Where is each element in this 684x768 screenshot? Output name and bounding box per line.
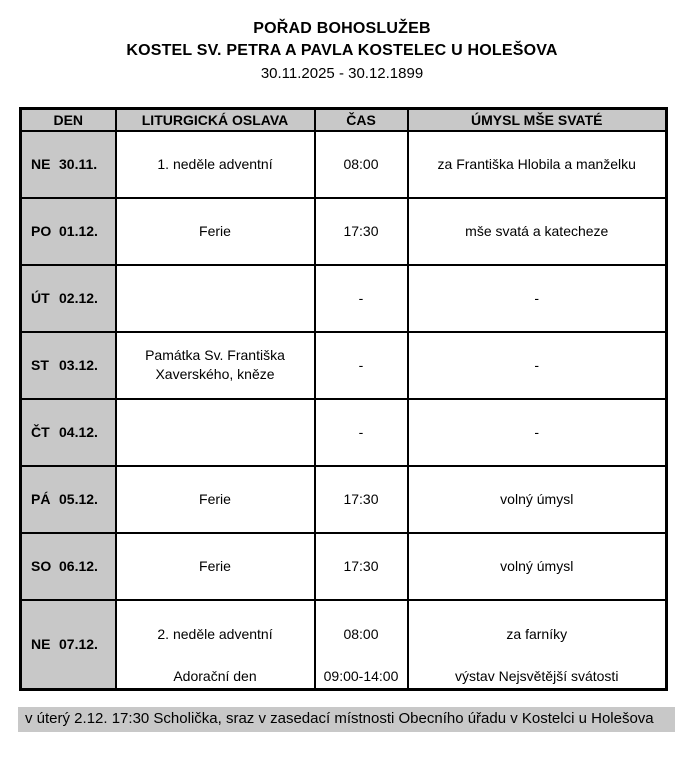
day-cell bbox=[21, 131, 116, 198]
intention-cell: - bbox=[408, 265, 667, 332]
table-head bbox=[21, 109, 667, 131]
day-cell bbox=[21, 332, 116, 399]
day-cell bbox=[21, 265, 116, 332]
day-cell bbox=[21, 399, 116, 466]
time-cell: 17:30 bbox=[315, 198, 408, 265]
intention-cell: - bbox=[408, 399, 667, 466]
intention-cell: volný úmysl bbox=[408, 533, 667, 600]
time-entry-1: 08:00 bbox=[343, 626, 379, 643]
table-header-row bbox=[21, 109, 667, 131]
intention-cell: volný úmysl bbox=[408, 466, 667, 533]
intention-cell: za Františka Hlobila a manželku bbox=[408, 131, 667, 198]
celebration-cell: Ferie bbox=[116, 198, 315, 265]
day-abbreviation: ČT bbox=[31, 424, 50, 440]
intention-cell: mše svatá a katecheze bbox=[408, 198, 667, 265]
table-row-ne-30-11 bbox=[21, 131, 667, 198]
column-header-den: DEN bbox=[21, 109, 116, 131]
celebration-stack bbox=[117, 601, 314, 687]
day-date: 02.12. bbox=[59, 290, 98, 306]
table-row-st-03-12 bbox=[21, 332, 667, 399]
footer-note: v úterý 2.12. 17:30 Scholička, sraz v zasedací místnosti Obecního úřadu v Kostelci u Holešova bbox=[18, 707, 675, 732]
table-row-po-01-12 bbox=[21, 198, 667, 265]
column-header-umysl: ÚMYSL MŠE SVATÉ bbox=[408, 109, 667, 131]
time-cell: 08:00 bbox=[315, 131, 408, 198]
intention-cell bbox=[408, 600, 667, 690]
celebration-cell: Památka Sv. Františka Xaverského, kněze bbox=[116, 332, 315, 399]
schedule-table bbox=[19, 107, 668, 691]
day-abbreviation: ST bbox=[31, 357, 49, 373]
day-abbreviation: PO bbox=[31, 223, 52, 239]
celebration-entry-1: 2. neděle adventní bbox=[157, 626, 273, 643]
date-range: 30.11.2025 - 30.12.1899 bbox=[260, 65, 424, 82]
time-cell: - bbox=[315, 399, 408, 466]
day-date: 06.12. bbox=[59, 558, 98, 574]
celebration-cell: Ferie bbox=[116, 533, 315, 600]
intention-cell: - bbox=[408, 332, 667, 399]
table-row-pa-05-12 bbox=[21, 466, 667, 533]
day-cell bbox=[21, 466, 116, 533]
day-date: 05.12. bbox=[59, 491, 98, 507]
celebration-entry-2: Adorační den bbox=[173, 668, 257, 685]
day-cell bbox=[21, 600, 116, 690]
celebration-cell bbox=[116, 265, 315, 332]
day-cell bbox=[21, 198, 116, 265]
table-row-so-06-12 bbox=[21, 533, 667, 600]
column-header-liturgicka-oslava: LITURGICKÁ OSLAVA bbox=[116, 109, 315, 131]
celebration-cell: Ferie bbox=[116, 466, 315, 533]
document-header bbox=[0, 0, 684, 84]
day-date: 30.11. bbox=[59, 156, 98, 172]
church-name: KOSTEL SV. PETRA A PAVLA KOSTELEC U HOLEŠOVA bbox=[126, 42, 558, 59]
time-cell: - bbox=[315, 332, 408, 399]
intention-entry-1: za farníky bbox=[506, 626, 568, 643]
day-date: 01.12. bbox=[59, 223, 98, 239]
day-abbreviation: PÁ bbox=[31, 491, 51, 507]
day-abbreviation: SO bbox=[31, 558, 52, 574]
time-cell bbox=[315, 600, 408, 690]
time-cell: 17:30 bbox=[315, 533, 408, 600]
column-header-cas: ČAS bbox=[315, 109, 408, 131]
day-abbreviation: ÚT bbox=[31, 290, 50, 306]
table-row-ct-04-12 bbox=[21, 399, 667, 466]
table-row-ut-02-12 bbox=[21, 265, 667, 332]
table-body bbox=[21, 131, 667, 690]
celebration-cell: 1. neděle adventní bbox=[116, 131, 315, 198]
day-date: 07.12. bbox=[59, 636, 98, 653]
time-cell: - bbox=[315, 265, 408, 332]
time-entry-2: 09:00-14:00 bbox=[323, 668, 399, 685]
page-title: POŘAD BOHOSLUŽEB bbox=[253, 20, 431, 37]
day-cell bbox=[21, 533, 116, 600]
time-cell: 17:30 bbox=[315, 466, 408, 533]
day-date: 04.12. bbox=[59, 424, 98, 440]
intention-entry-2: výstav Nejsvětější svátosti bbox=[455, 668, 619, 685]
intention-stack bbox=[409, 601, 666, 687]
celebration-cell bbox=[116, 399, 315, 466]
table-row-ne-07-12 bbox=[21, 600, 667, 690]
time-stack bbox=[316, 601, 407, 687]
day-abbreviation: NE bbox=[31, 636, 51, 653]
celebration-cell bbox=[116, 600, 315, 690]
day-abbreviation: NE bbox=[31, 156, 51, 172]
day-date: 03.12. bbox=[59, 357, 98, 373]
